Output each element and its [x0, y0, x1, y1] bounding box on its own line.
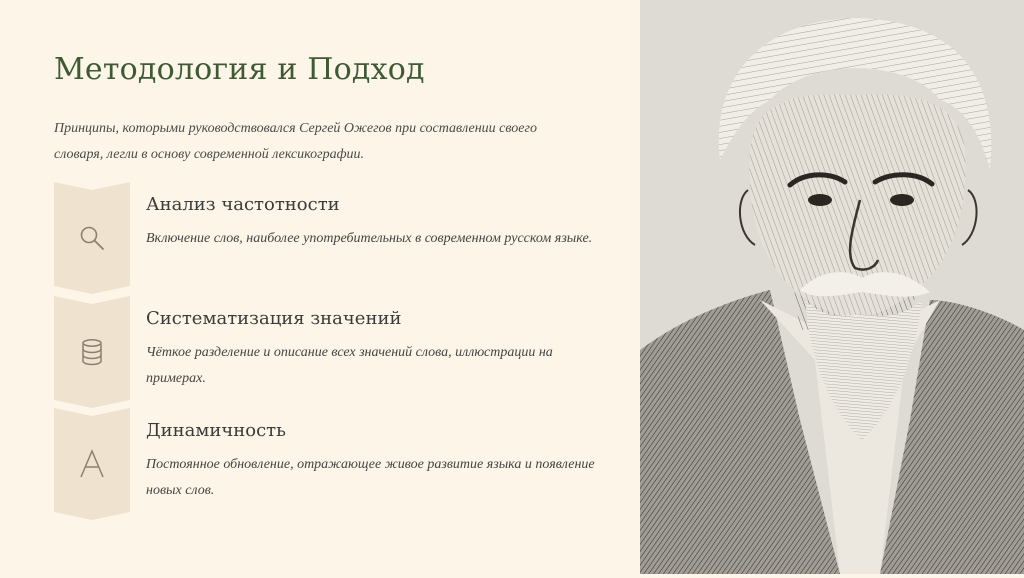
slide-title: Методология и Подход [54, 52, 425, 87]
portrait-engraving [640, 0, 1024, 574]
chevron-badge [54, 296, 130, 408]
letter-a-icon [54, 408, 130, 520]
item-description: Включение слов, наиболее употребительных в современном русском языке. [146, 231, 593, 246]
slide-subtitle: Принципы, которыми руководствовался Сергей Ожегов при составлении своего словаря, легли в основу современной лексикографии. [54, 121, 537, 162]
item-title: Анализ частотности [146, 194, 340, 215]
principle-item-frequency [54, 182, 614, 294]
chevron-badge [54, 182, 130, 294]
portrait-image [640, 0, 1024, 574]
principle-item-systematization [54, 296, 614, 408]
item-title: Динамичность [146, 420, 286, 441]
database-icon [54, 296, 130, 408]
item-title: Систематизация значений [146, 308, 402, 329]
item-description: Чёткое разделение и описание всех значений слова, иллюстрации на примерах. [146, 345, 553, 386]
chevron-badge [54, 408, 130, 520]
item-description: Постоянное обновление, отражающее живое развитие языка и появление новых слов. [146, 457, 595, 498]
principle-item-dynamism [54, 408, 614, 520]
search-icon [54, 182, 130, 294]
